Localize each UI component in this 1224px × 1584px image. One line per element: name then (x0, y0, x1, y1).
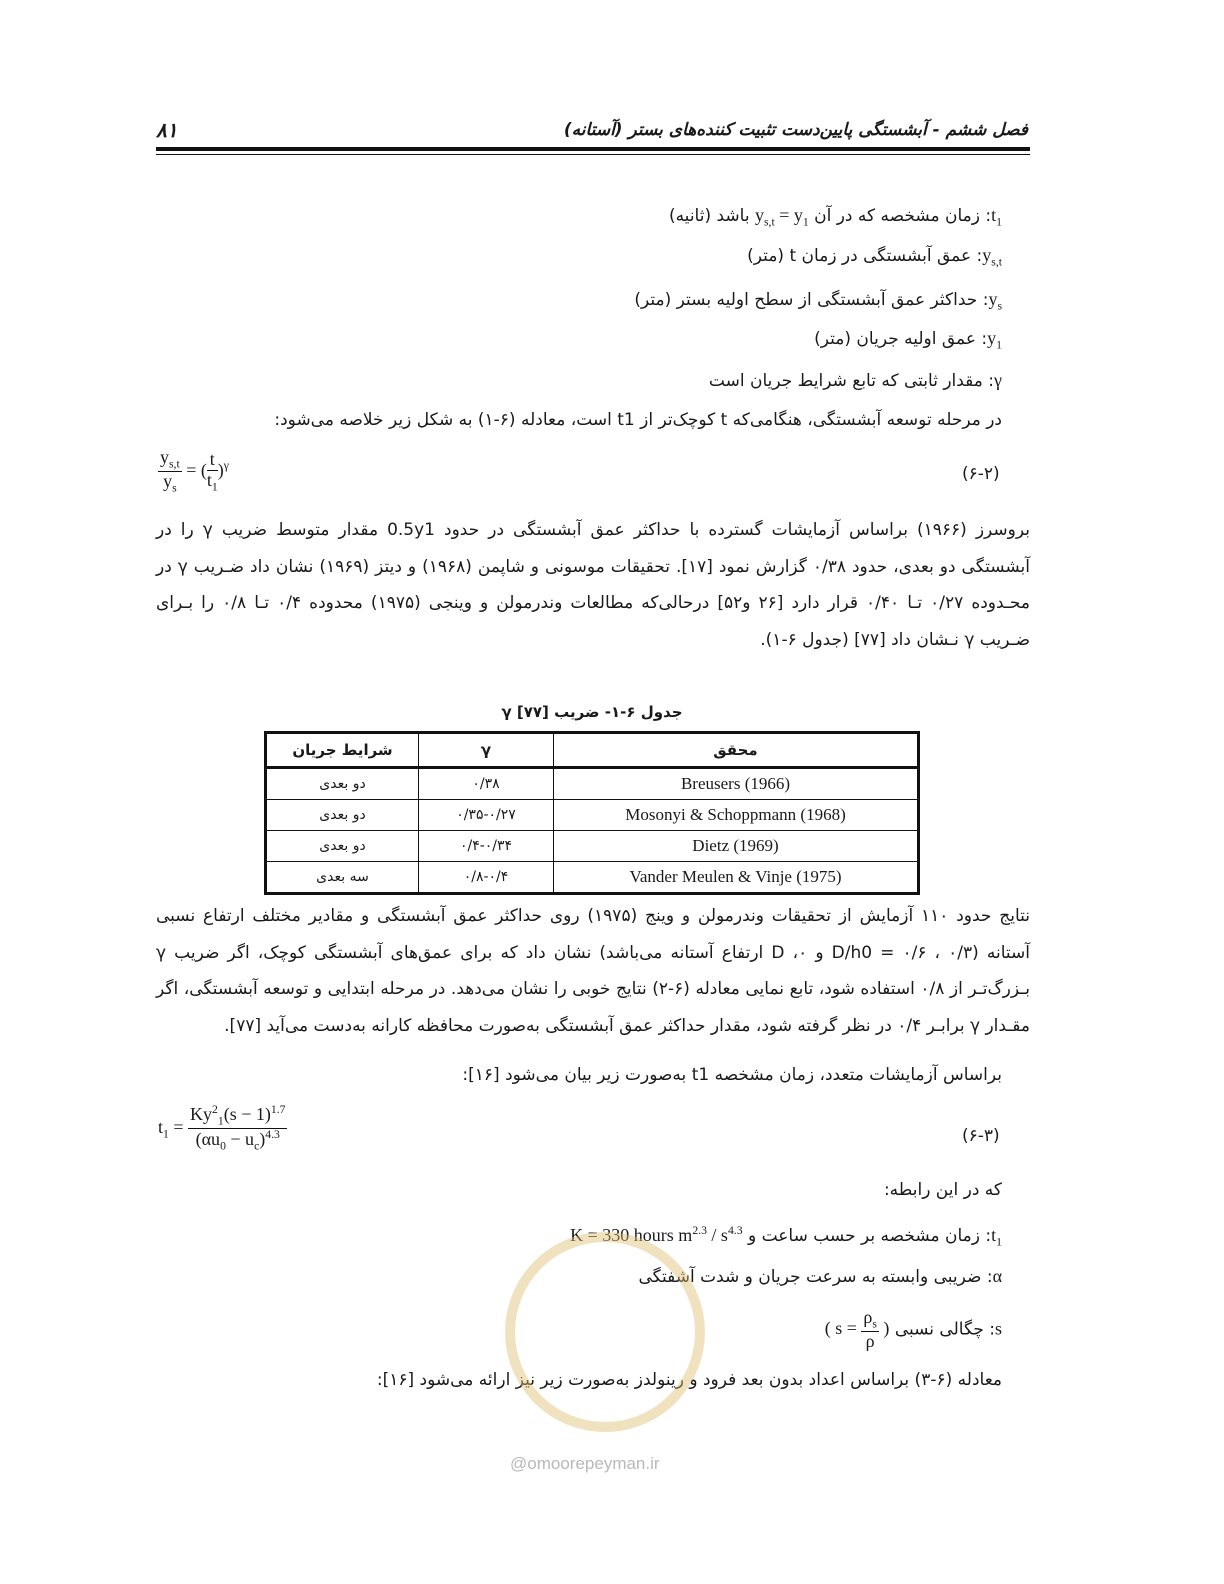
paragraph-intro-eq2: در مرحله توسعه آبشستگی، هنگامی‌که t کوچک‌تر از t1 است، معادله (۶-۱) به شکل زیر خلاصه می‌شود: (274, 410, 1002, 430)
header-gamma: γ (419, 733, 554, 768)
paragraph-intro-eq3: براساس آزمایشات متعدد، زمان مشخصه t1 به‌صورت زیر بیان می‌شود [۱۶]: (462, 1065, 1002, 1085)
table-row (266, 862, 919, 894)
page-number: ۸۱ (156, 118, 178, 142)
table-row (266, 800, 919, 831)
watermark-seal (505, 1232, 705, 1432)
definition-t1-hours: $t_1$: زمان مشخصه بر حسب ساعت و K = 330 hours $m^{2.3} / s^{4.3}$ (570, 1224, 1002, 1249)
definition-y1: $y_1$: عمق اولیه جریان (متر) (814, 328, 1002, 352)
paragraph-intro-eq4: معادله (۶-۳) براساس اعداد بدون بعد فرود و رینولدز به‌صورت زیر نیز ارائه می‌شود [۱۶]: (376, 1370, 1002, 1390)
cell-flow-condition: دو بعدی (266, 831, 419, 862)
cell-researcher: Vander Meulen & Vinje (1975) (554, 862, 919, 894)
paragraph-breusers: بروسرز (۱۹۶۶) براساس آزمایشات گسترده با حداکثر عمق آبشستگی در حدود 0.5y1 مقدار متوسط ضریب γ را در آبشستگی دو بعدی، حدود ۰/۳۸ گزارش نمود [۱۷]. تحقیقات موسونی و شاپمن (۱۹۶۸) و دیتز (۱۹۶۹) نشان داد ضـریب γ در محـدوده ۰/۲۷ تـا ۰/۴۰ قرار دارد [۲۶ و۵۲] درحالی‌که مطالعات وندرمولن و وینجی (۱۹۷۵) محدوده ۰/۴ تـا ۰/۸ را بـرای ضـریب γ نـشان داد [۷۷] (جدول ۶-۱). (156, 520, 1031, 650)
definition-yst: $y_{s,t}$: عمق آبشستگی در زمان t (متر) (747, 245, 1002, 269)
definition-t1: $t_1$: زمان مشخصه که در آن $y_{s,t} = y_1$ باشد (ثانیه) (668, 205, 1002, 229)
equation-number-6-3: (۶-۳) (962, 1126, 1000, 1146)
header-researcher: محقق (554, 733, 919, 768)
definition-gamma: γ: مقدار ثابتی که تابع شرایط جریان است (708, 370, 1002, 391)
paragraph-where: که در این رابطه: (883, 1180, 1002, 1200)
header-rule-thin (156, 154, 1030, 155)
header-flow-condition: شرایط جریان (266, 733, 419, 768)
chapter-title: فصل ششم - آبشستگی پایین‌دست تثبیت کننده‌های بستر (آستانه) (563, 120, 1028, 140)
cell-gamma: ۰/۸-۰/۴ (419, 862, 554, 894)
cell-flow-condition: دو بعدی (266, 800, 419, 831)
cell-researcher: Dietz (1969) (554, 831, 919, 862)
table-row (266, 768, 919, 800)
cell-flow-condition: دو بعدی (266, 768, 419, 800)
equation-6-3: $t_1$ = $\frac{Ky^2_1(s - 1)^{1.7}}{(\alpha u_0 - u_c)^{4.3}}$ (158, 1103, 286, 1154)
cell-flow-condition: سه بعدی (266, 862, 419, 894)
cell-researcher: Breusers (1966) (554, 768, 919, 800)
definition-ys: $y_s$: حداکثر عمق آبشستگی از سطح اولیه بستر (متر) (634, 289, 1002, 313)
cell-gamma: ۰/۳۸ (419, 768, 554, 800)
table-row (266, 831, 919, 862)
cell-gamma: ۰/۳۵-۰/۲۷ (419, 800, 554, 831)
gamma-table (264, 731, 920, 895)
definition-s: s: چگالی نسبی ( s = $\frac{\rho_s}{\rho}$ ) (824, 1307, 1002, 1352)
paragraph-vander-meulen: نتایج حدود ۱۱۰ آزمایش از تحقیقات وندرمولن و وینج (۱۹۷۵) روی حداکثر عمق آبشستگی و مقادیر مختلف ارتفاع نسبی آستانه (D/h0 = ۰/۶ ، ۰/۳ و ۰، D ارتفاع آستانه می‌باشد) نشان داد که برای عمق‌های آبشستگی کوچک، اگر ضریب γ بـزرگ‌تـر از ۰/۸ استفاده شود، تابع نمایی معادله (۶-۲) نتایج خوبی را نشان می‌دهد. در مرحله ابتدایی و توسعه آبشستگی، اگر مقـدار γ برابـر ۰/۴ در نظر گرفته شود، مقدار حداکثر عمق آبشستگی به‌صورت محافظه کارانه به‌دست می‌آید [۷۷]. (156, 906, 1031, 1036)
definition-alpha: α: ضریبی وابسته به سرعت جریان و شدت آشفتگی (638, 1266, 1002, 1287)
header-rule (156, 147, 1030, 151)
equation-number-6-2: (۶-۲) (962, 464, 1000, 484)
equation-6-2: $\frac{y_{s,t}}{y_s}$ = ( $\frac{t}{t_1}$ )$^\gamma$ (160, 447, 229, 496)
cell-gamma: ۰/۴-۰/۳۴ (419, 831, 554, 862)
watermark-url: @omoorepeyman.ir (510, 1454, 660, 1473)
table-header-row (266, 733, 919, 768)
cell-researcher: Mosonyi & Schoppmann (1968) (554, 800, 919, 831)
table-caption: جدول ۶-۱- ضریب γ [۷۷] (501, 703, 683, 721)
